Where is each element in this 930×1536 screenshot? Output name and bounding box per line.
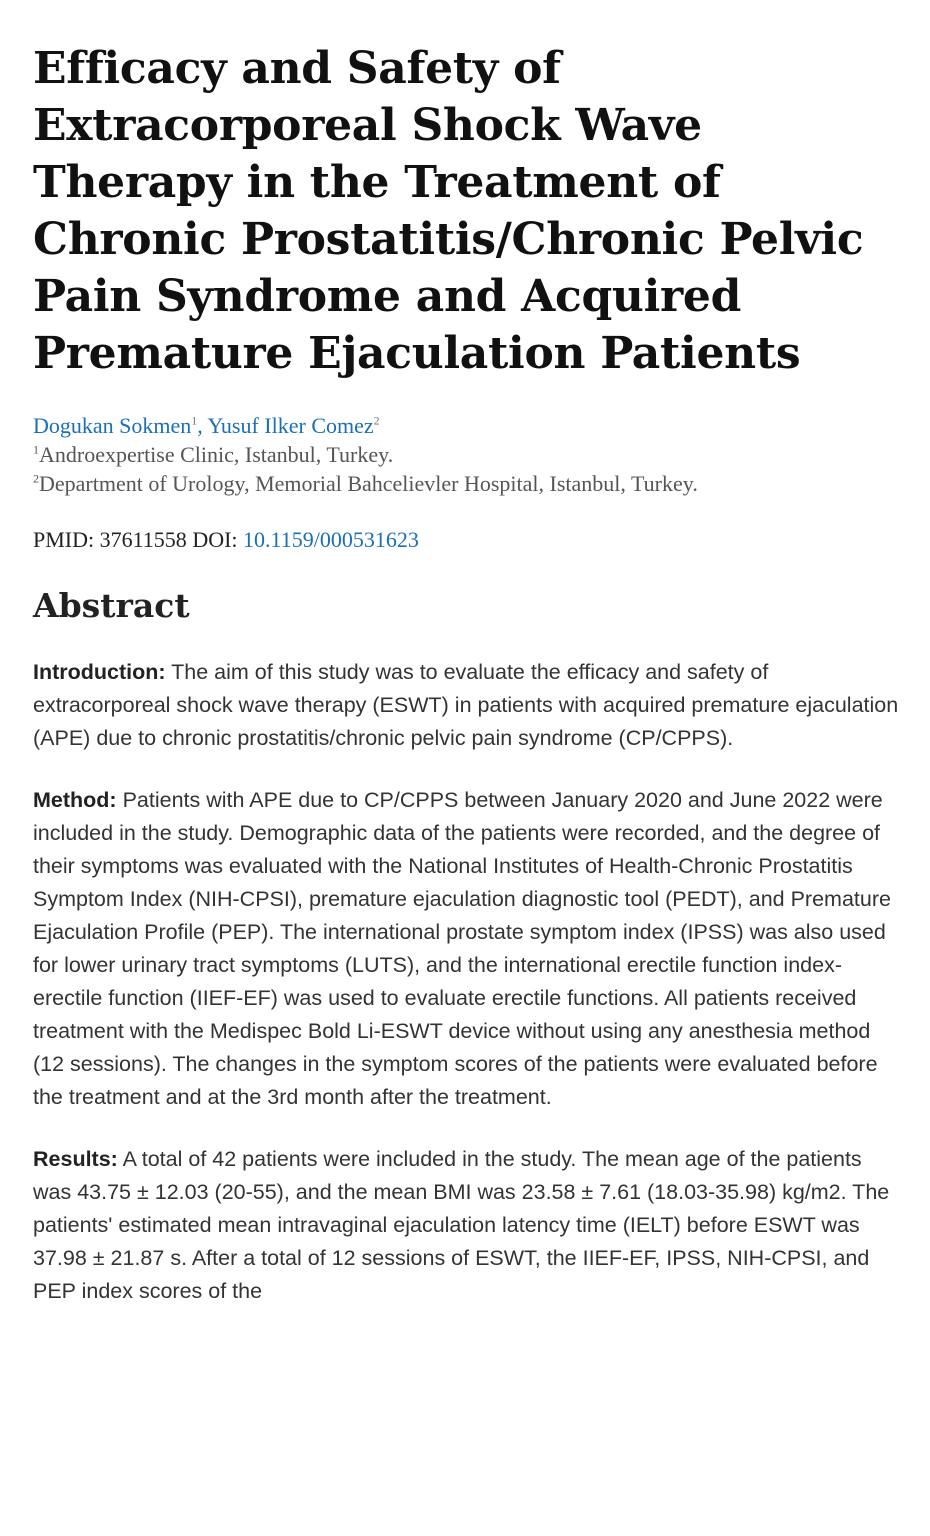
section-label: Method:	[33, 788, 117, 812]
section-text: A total of 42 patients were included in the study. The mean age of the patients was 43.75 ± 12.03 (20-55), and the mean BMI was 23.58 ± 7.61 (18.03-35.98) kg/m2. The patients' estimated mean intravaginal ejaculation latency time (IELT) before ESWT was 37.98 ± 21.87 s. After a total of 12 sessions of ESWT, the IIEF-EF, IPSS, NIH-CPSI, and PEP index scores of the	[33, 1147, 890, 1303]
article-identifiers	[33, 525, 901, 554]
pmid-label: PMID:	[33, 527, 95, 552]
doi-link[interactable]: 10.1159/000531623	[243, 527, 419, 552]
author-link-comez[interactable]: Yusuf Ilker Comez	[207, 413, 374, 438]
article-title: Efficacy and Safety of Extracorporeal Shock Wave Therapy in the Treatment of Chronic Prostatitis/Chronic Pelvic Pain Syndrome and Acquired Premature Ejaculation Patients	[33, 43, 864, 379]
doi-label: DOI:	[192, 527, 238, 552]
section-label: Results:	[33, 1147, 118, 1171]
abstract-introduction	[33, 656, 901, 755]
author-affil-ref: 2	[373, 413, 380, 428]
abstract-method	[33, 784, 901, 1114]
author-link-sokmen[interactable]: Dogukan Sokmen	[33, 413, 192, 438]
abstract-results	[33, 1143, 901, 1308]
affiliation-text: Androexpertise Clinic, Istanbul, Turkey.	[39, 442, 394, 467]
author-list	[33, 411, 901, 440]
affiliation-1	[33, 440, 901, 469]
author-separator: ,	[197, 413, 208, 438]
affiliation-ref: 1	[33, 442, 39, 457]
section-label: Introduction:	[33, 660, 166, 684]
abstract-heading: Abstract	[33, 586, 190, 625]
article-page	[33, 40, 901, 1308]
pmid-value: 37611558	[99, 527, 187, 552]
affiliation-2	[33, 469, 901, 498]
section-text: Patients with APE due to CP/CPPS between January 2020 and June 2022 were included in the study. Demographic data of the patients were recorded, and the degree of their symptoms was evaluated with the National Institutes of Health-Chronic Prostatitis Symptom Index (NIH-CPSI), premature ejaculation diagnostic tool (PEDT), and Premature Ejaculation Profile (PEP). The international prostate symptom index (IPSS) was also used for lower urinary tract symptoms (LUTS), and the international erectile function index-erectile function (IIEF-EF) was used to evaluate erectile functions. All patients received treatment with the Medispec Bold Li-ESWT device without using any anesthesia method (12 sessions). The changes in the symptom scores of the patients were evaluated before the treatment and at the 3rd month after the treatment.	[33, 788, 891, 1109]
affiliation-ref: 2	[33, 471, 39, 486]
section-text: The aim of this study was to evaluate the efficacy and safety of extracorporeal shock wave therapy (ESWT) in patients with acquired premature ejaculation (APE) due to chronic prostatitis/chronic pelvic pain syndrome (CP/CPPS).	[33, 660, 899, 750]
author-affil-ref: 1	[191, 413, 198, 428]
affiliation-text: Department of Urology, Memorial Bahcelievler Hospital, Istanbul, Turkey.	[39, 471, 698, 496]
